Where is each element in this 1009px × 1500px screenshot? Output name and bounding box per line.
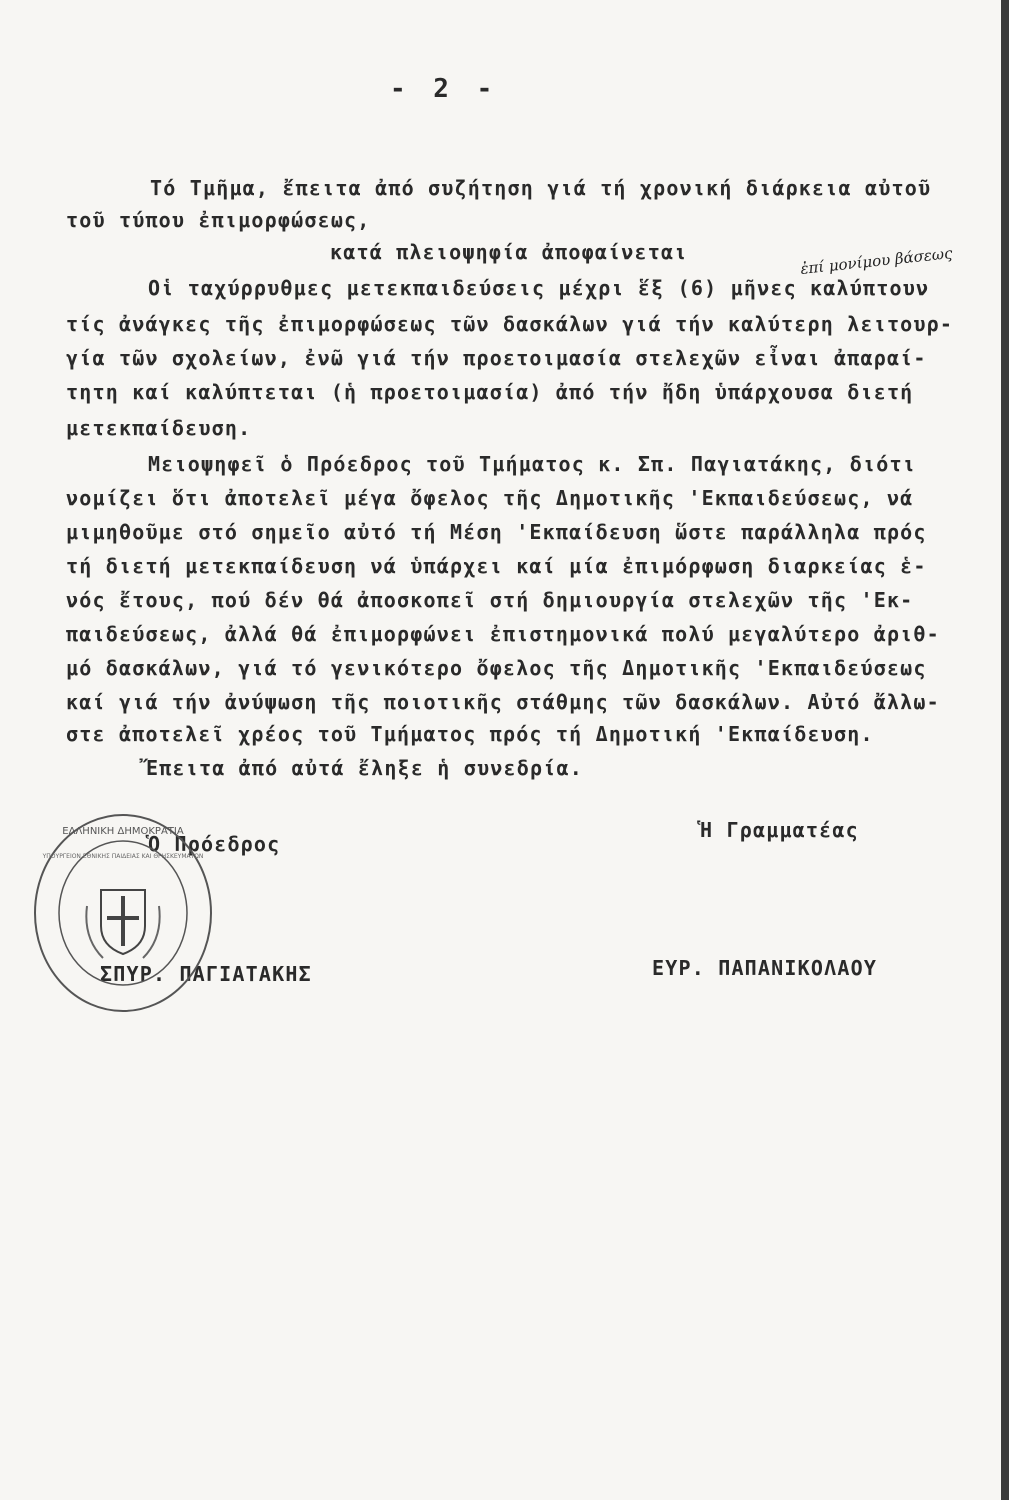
text-line: στε ἀποτελεῖ χρέος τοῦ Τμήματος πρός τή Δημοτική 'Εκπαίδευση.: [66, 722, 874, 746]
page-number: - 2 -: [390, 74, 499, 104]
text-line: Ἔπειτα ἀπό αὐτά ἔληξε ἡ συνεδρία.: [146, 756, 583, 780]
text-line: τοῦ τύπου ἐπιμορφώσεως,: [66, 208, 371, 232]
svg-text:ΕΛΛΗΝΙΚΗ ΔΗΜΟΚΡΑΤΙΑ: ΕΛΛΗΝΙΚΗ ΔΗΜΟΚΡΑΤΙΑ: [62, 826, 184, 837]
svg-text:ΥΠΟΥΡΓΕΙΟΝ ΕΘΝΙΚΗΣ ΠΑΙΔΕΙΑΣ ΚΑ: ΥΠΟΥΡΓΕΙΟΝ ΕΘΝΙΚΗΣ ΠΑΙΔΕΙΑΣ ΚΑΙ ΘΡΗΣΚΕΥΜΑΤΩΝ: [42, 853, 204, 860]
secretary-name: ΕΥΡ. ΠΑΠΑΝΙΚΟΛΑΟΥ: [652, 956, 878, 980]
secretary-title: Ἡ Γραμματέας: [700, 818, 859, 842]
text-line: παιδεύσεως, ἀλλά θά ἐπιμορφώνει ἐπιστημονικά πολύ μεγαλύτερο ἀριθ-: [66, 622, 940, 646]
president-title: Ὁ Πρόεδρος: [148, 832, 281, 856]
scan-edge: [1001, 0, 1009, 1500]
president-name: ΣΠΥΡ. ΠΑΓΙΑΤΑΚΗΣ: [100, 962, 312, 986]
text-line: Μειοψηφεῖ ὁ Πρόεδρος τοῦ Τμήματος κ. Σπ. Παγιατάκης, διότι: [148, 452, 916, 476]
text-line: τίς ἀνάγκες τῆς ἐπιμορφώσεως τῶν δασκάλων γιά τήν καλύτερη λειτουρ-: [66, 312, 954, 336]
text-line: γία τῶν σχολείων, ἐνῶ γιά τήν προετοιμασία στελεχῶν εἶναι ἀπαραί-: [66, 346, 927, 370]
text-line: μιμηθοῦμε στό σημεῖο αὐτό τή Μέση 'Εκπαίδευση ὥστε παράλληλα πρός: [66, 520, 927, 544]
text-line: τή διετή μετεκπαίδευση νά ὑπάρχει καί μία ἐπιμόρφωση διαρκείας ἑ-: [66, 554, 927, 578]
text-line: Τό Τμῆμα, ἔπειτα ἀπό συζήτηση γιά τή χρονική διάρκεια αὐτοῦ: [150, 176, 932, 200]
text-line: νομίζει ὅτι ἀποτελεῖ μέγα ὄφελος τῆς Δημοτικῆς 'Εκπαιδεύσεως, νά: [66, 486, 914, 510]
official-seal-icon: [28, 808, 218, 1018]
text-line: τητη καί καλύπτεται (ἡ προετοιμασία) ἀπό τήν ἤδη ὑπάρχουσα διετή: [66, 380, 914, 404]
text-line: νός ἔτους, πού δέν θά ἀποσκοπεῖ στή δημιουργία στελεχῶν τῆς 'Εκ-: [66, 588, 914, 612]
text-line: Οἱ ταχύρρυθμες μετεκπαιδεύσεις μέχρι ἕξ (6) μῆνες καλύπτουν: [148, 276, 930, 300]
text-line: καί γιά τήν ἀνύψωση τῆς ποιοτικῆς στάθμης τῶν δασκάλων. Αὐτό ἄλλω-: [66, 690, 940, 714]
text-line: μό δασκάλων, γιά τό γενικότερο ὄφελος τῆς Δημοτικῆς 'Εκπαιδεύσεως: [66, 656, 927, 680]
text-line: μετεκπαίδευση.: [66, 416, 252, 440]
handwritten-note: ἐπί μονίμου βάσεως: [799, 244, 954, 278]
text-line: κατά πλειοψηφία ἀποφαίνεται: [330, 240, 688, 264]
